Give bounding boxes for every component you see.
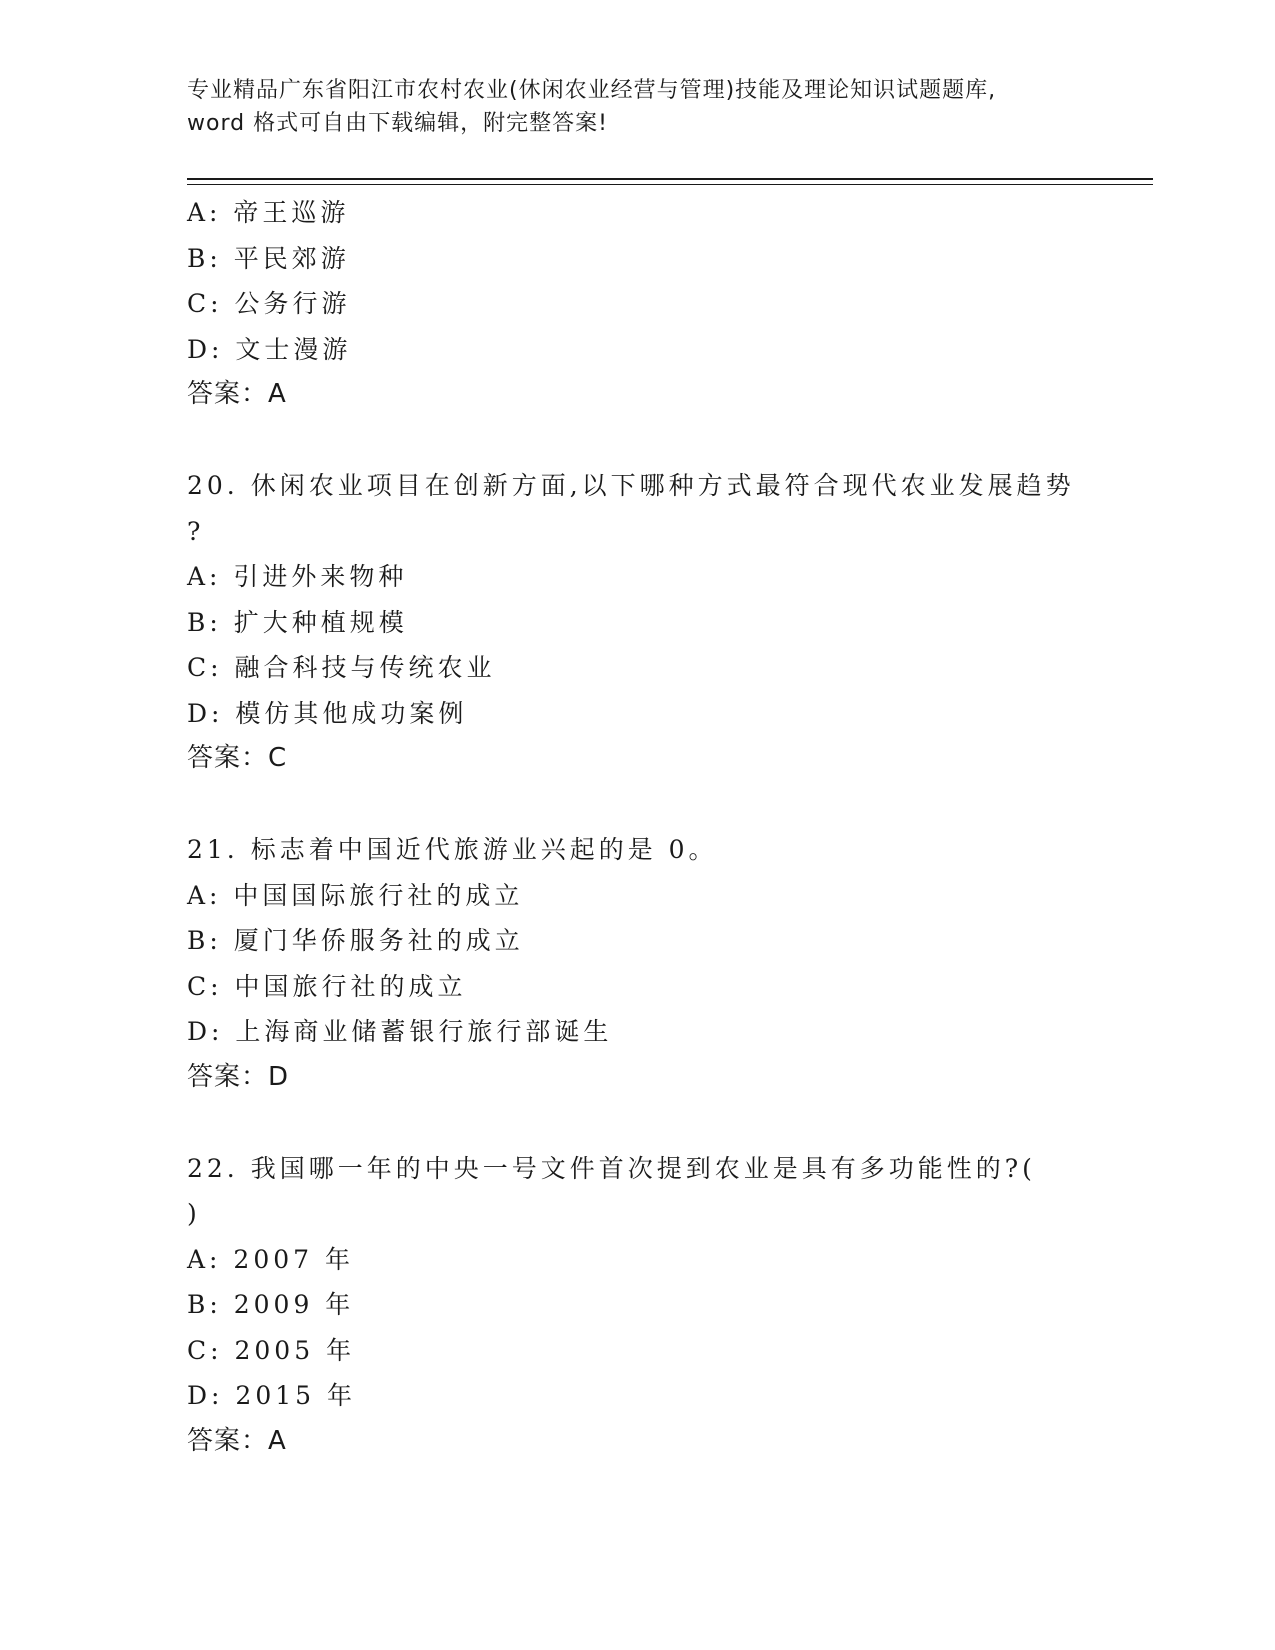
answer-label: 答案：A <box>187 379 287 409</box>
question-20 <box>187 463 1087 782</box>
question-21 <box>187 827 1087 1100</box>
option-b: B: 扩大种植规模 <box>187 607 408 637</box>
spacer <box>187 1100 1087 1146</box>
document-header <box>187 74 1067 140</box>
answer-label: 答案：A <box>187 1425 287 1456</box>
header-divider-thin <box>187 184 1153 185</box>
answer-label: 答案：C <box>187 743 288 773</box>
option-a: A: 中国国际旅行社的成立 <box>187 880 524 910</box>
question-22 <box>187 1146 1087 1465</box>
question-text: 21. 标志着中国近代旅游业兴起的是 0。 <box>187 835 718 864</box>
option-a: A: 2007 年 <box>187 1244 354 1274</box>
question-text-continued: ) <box>187 1199 201 1228</box>
option-c: C: 公务行游 <box>187 289 351 318</box>
option-b: B: 厦门华侨服务社的成立 <box>187 926 524 955</box>
question-text: 22. 我国哪一年的中央一号文件首次提到农业是具有多功能性的?( <box>187 1153 1036 1183</box>
option-c: C: 融合科技与传统农业 <box>187 653 496 682</box>
option-b: B: 2009 年 <box>187 1290 355 1319</box>
option-d: D: 上海商业储蓄银行旅行部诞生 <box>187 1017 613 1046</box>
answer-label: 答案：D <box>187 1061 290 1092</box>
option-d: D: 文士漫游 <box>187 334 352 364</box>
option-c: C: 中国旅行社的成立 <box>187 971 467 1001</box>
spacer <box>187 782 1087 828</box>
question-text-continued: ? <box>187 516 205 546</box>
spacer <box>187 418 1087 464</box>
option-c: C: 2005 年 <box>187 1335 356 1365</box>
header-divider-thick <box>187 178 1153 180</box>
header-line-2: word 格式可自由下载编辑，附完整答案! <box>187 111 608 136</box>
option-b: B: 平民郊游 <box>187 243 350 273</box>
question-text: 20. 休闲农业项目在创新方面,以下哪种方式最符合现代农业发展趋势 <box>187 471 1075 500</box>
question-19 <box>187 190 1087 418</box>
option-d: D: 2015 年 <box>187 1381 356 1410</box>
option-a: A: 帝王巡游 <box>187 198 350 227</box>
option-a: A: 引进外来物种 <box>187 562 408 591</box>
header-line-1: 专业精品广东省阳江市农村农业(休闲农业经营与管理)技能及理论知识试题题库, <box>187 78 997 103</box>
option-d: D: 模仿其他成功案例 <box>187 698 468 728</box>
question-list <box>187 190 1087 1464</box>
